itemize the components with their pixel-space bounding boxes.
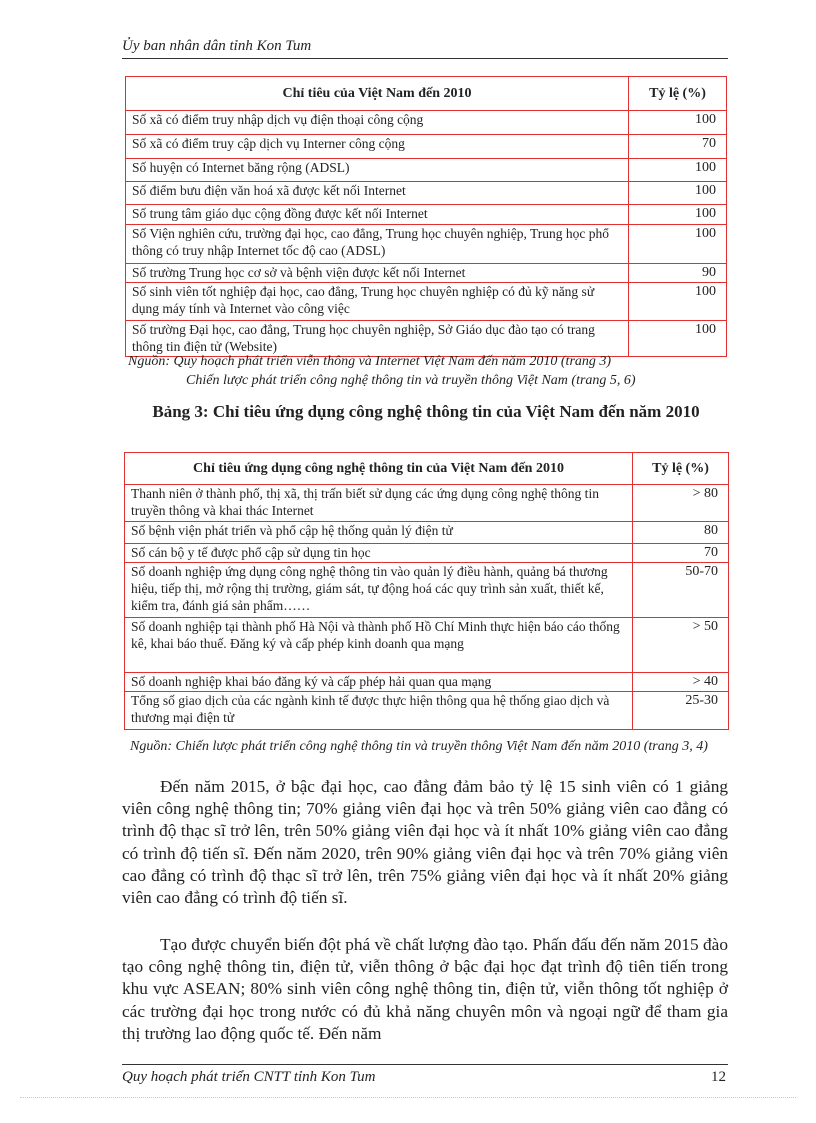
row-value: 100 <box>629 159 727 182</box>
table1-source-line2: Chiến lược phát triển công nghệ thông tin và truyền thông Việt Nam (trang 5, 6) <box>186 373 636 388</box>
row-label: Số trường Trung học cơ sở và bệnh viện được kết nối Internet <box>126 264 629 283</box>
row-label: Số Viện nghiên cứu, trường đại học, cao đẳng, Trung học chuyên nghiệp, Trung học phổ thông có truy nhập Internet tốc độ cao (ADSL) <box>126 225 629 264</box>
table-row <box>125 618 729 673</box>
table-row <box>125 673 729 692</box>
table-row <box>125 692 729 730</box>
page-number: 12 <box>711 1069 726 1085</box>
column-header-indicator: Chỉ tiêu ứng dụng công nghệ thông tin của Việt Nam đến 2010 <box>125 453 633 485</box>
row-value: 70 <box>633 544 729 563</box>
row-value: > 50 <box>633 618 729 673</box>
row-label: Số doanh nghiệp ứng dụng công nghệ thông tin vào quản lý điều hành, quảng bá thương hiệu, tiếp thị, mở rộng thị trường, giám sát, tự động hoá các quy trình sản xuất, thiết kế, kiểm tra, đánh giá sản phẩm…… <box>125 563 633 618</box>
row-label: Số cán bộ y tế được phổ cập sử dụng tin học <box>125 544 633 563</box>
table-row <box>125 544 729 563</box>
row-value: 100 <box>629 182 727 205</box>
row-label: Số xã có điểm truy nhập dịch vụ điện thoại công cộng <box>126 111 629 135</box>
row-label: Số doanh nghiệp khai báo đăng ký và cấp phép hải quan qua mạng <box>125 673 633 692</box>
row-value: 80 <box>633 522 729 544</box>
row-value: 100 <box>629 283 727 321</box>
table-row <box>126 283 727 321</box>
table1-source-line1: Nguồn: Quy hoạch phát triển viễn thông và Internet Việt Nam đến năm 2010 (trang 3) <box>128 354 612 369</box>
table-row <box>126 225 727 264</box>
table3-caption: Bảng 3: Chỉ tiêu ứng dụng công nghệ thông tin của Việt Nam đến năm 2010 <box>152 402 700 421</box>
row-value: > 80 <box>633 485 729 522</box>
row-label: Số trường Đại học, cao đẳng, Trung học chuyên nghiệp, Sở Giáo dục đào tạo có trang thông tin điện tử (Website) <box>126 321 629 357</box>
table-row <box>125 522 729 544</box>
table-row <box>126 264 727 283</box>
row-label: Thanh niên ở thành phố, thị xã, thị trấn biết sử dụng các ứng dụng công nghệ thông tin truyền thông và khai thác Internet <box>125 485 633 522</box>
table-row <box>126 111 727 135</box>
row-value: 90 <box>629 264 727 283</box>
row-value: 70 <box>629 135 727 159</box>
row-label: Số doanh nghiệp tại thành phố Hà Nội và thành phố Hồ Chí Minh thực hiện báo cáo thống kê, khai báo thuế. Đăng ký và cấp phép kinh doanh qua mạng <box>125 618 633 673</box>
table-row <box>126 159 727 182</box>
column-header-rate: Tỷ lệ (%) <box>629 77 727 111</box>
body-paragraph: Tạo được chuyển biến đột phá về chất lượng đào tạo. Phấn đấu đến năm 2015 đào tạo công nghệ thông tin, điện tử, viễn thông ở bậc đại học đạt trình độ tiên tiến trong khu vực ASEAN; 80% sinh viên công nghệ thông tin, điện tử, viễn thông tốt nghiệp ở các trường đại học trong nước có đủ khả năng chuyên môn và ngoại ngữ để tham gia thị trường lao động quốc tế. Đến năm <box>122 935 728 1043</box>
table-targets-2010 <box>125 76 727 357</box>
row-value: 100 <box>629 321 727 357</box>
running-header: Ủy ban nhân dân tỉnh Kon Tum <box>122 38 312 54</box>
table-header-row <box>125 453 729 485</box>
table-row <box>126 182 727 205</box>
row-value: 25-30 <box>633 692 729 730</box>
row-value: 100 <box>629 205 727 225</box>
row-label: Tổng số giao dịch của các ngành kinh tế được thực hiện thông qua hệ thống giao dịch và thương mại điện tử <box>125 692 633 730</box>
row-label: Số xã có điểm truy cập dịch vụ Interner công cộng <box>126 135 629 159</box>
row-value: 100 <box>629 111 727 135</box>
footer-rule <box>122 1064 728 1065</box>
row-value: 100 <box>629 225 727 264</box>
running-footer: Quy hoạch phát triển CNTT tỉnh Kon Tum <box>122 1069 376 1085</box>
table-header-row <box>126 77 727 111</box>
header-rule <box>122 58 728 59</box>
column-header-rate: Tỷ lệ (%) <box>633 453 729 485</box>
row-label: Số điểm bưu điện văn hoá xã được kết nối Internet <box>126 182 629 205</box>
column-header-indicator: Chỉ tiêu của Việt Nam đến 2010 <box>126 77 629 111</box>
table-row <box>125 485 729 522</box>
table2-source: Nguồn: Chiến lược phát triển công nghệ thông tin và truyền thông Việt Nam đến năm 2010 (trang 3, 4) <box>130 739 708 754</box>
row-label: Số huyện có Internet băng rộng (ADSL) <box>126 159 629 182</box>
row-label: Số sinh viên tốt nghiệp đại học, cao đẳng, Trung học chuyên nghiệp có đủ kỹ năng sử dụng máy tính và Internet vào công việc <box>126 283 629 321</box>
row-value: 50-70 <box>633 563 729 618</box>
row-label: Số bệnh viện phát triển và phổ cập hệ thống quản lý điện tử <box>125 522 633 544</box>
table-row <box>126 205 727 225</box>
row-label: Số trung tâm giáo dục cộng đồng được kết nối Internet <box>126 205 629 225</box>
page-break-dotted-line <box>20 1097 796 1098</box>
table-row <box>125 563 729 618</box>
table-row <box>126 135 727 159</box>
row-value: > 40 <box>633 673 729 692</box>
table-it-application-targets <box>124 452 729 730</box>
body-paragraph: Đến năm 2015, ở bậc đại học, cao đẳng đảm bảo tỷ lệ 15 sinh viên có 1 giảng viên công nghệ thông tin; 70% giảng viên đại học và trên 50% giảng viên cao đẳng có trình độ thạc sĩ trở lên, trên 50% giảng viên đại học và ít nhất 10% giảng viên cao đẳng có trình độ tiến sĩ. Đến năm 2020, trên 90% giảng viên đại học và trên 70% giảng viên cao đẳng có trình độ thạc sĩ trở lên, trên 75% giảng viên đại học và ít nhất 20% giảng viên cao đẳng có trình độ tiến sĩ. <box>122 777 728 908</box>
